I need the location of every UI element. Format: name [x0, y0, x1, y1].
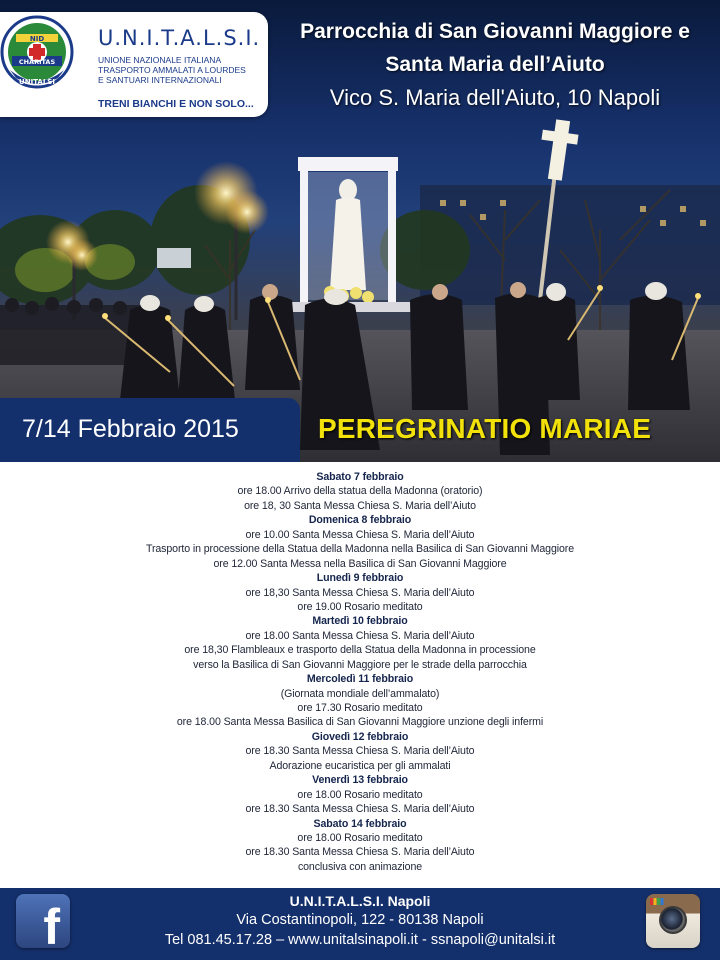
schedule-entry: ore 18.30 Santa Messa Chiesa S. Maria dell’Aiuto	[245, 803, 475, 816]
schedule-entry: conclusiva con animazione	[297, 860, 423, 873]
parish-name-line-1: Parrocchia di San Giovanni Maggiore e	[300, 20, 690, 43]
logo-subtitle-line-2: TRASPORTO AMMALATI A LOURDES	[98, 65, 246, 75]
schedule-entry: ore 10.00 Santa Messa Chiesa S. Maria dell’Aiuto	[245, 528, 475, 541]
date-band	[0, 398, 300, 462]
footer-organization: U.N.I.T.A.L.S.I. Napoli	[289, 893, 431, 909]
hero-photo	[0, 0, 720, 462]
schedule-entry: ore 18.30 Santa Messa Chiesa S. Maria dell’Aiuto	[245, 846, 475, 859]
parish-name-line-2: Santa Maria dell’Aiuto	[385, 53, 605, 76]
schedule-entry: ore 18.00 Santa Messa Basilica di San Giovanni Maggiore unzione degli infermi	[176, 716, 544, 729]
instagram-icon[interactable]	[646, 894, 700, 948]
logo-subtitle-line-3: E SANTUARI INTERNAZIONALI	[98, 75, 222, 85]
unitalsi-logo-card	[0, 12, 268, 117]
schedule-entry: Adorazione eucaristica per gli ammalati	[269, 759, 451, 772]
logo-tagline: TRENI BIANCHI E NON SOLO...	[98, 98, 254, 110]
event-dates: 7/14 Febbraio 2015	[22, 415, 239, 443]
schedule-day-heading: Sabato 7 febbraio	[316, 471, 404, 483]
emblem-top-text: NID	[29, 35, 45, 43]
schedule-day-heading: Venerdì 13 febbraio	[312, 774, 408, 787]
schedule-day-heading: Sabato 14 febbraio	[313, 817, 407, 830]
schedule-entry: ore 18.00 Rosario meditato	[297, 788, 423, 801]
schedule-entry: ore 18.30 Santa Messa Chiesa S. Maria dell’Aiuto	[245, 745, 475, 758]
schedule-entry: ore 18, 30 Santa Messa Chiesa S. Maria dell’Aiuto	[244, 499, 476, 512]
schedule-entry: ore 18,30 Flambleaux e trasporto della Statua della Madonna in processione	[184, 644, 536, 657]
schedule-entry: ore 18.00 Arrivo della statua della Madonna (oratorio)	[237, 485, 483, 498]
schedule-day-heading: Lunedì 9 febbraio	[316, 572, 404, 585]
parish-address: Vico S. Maria dell'Aiuto, 10 Napoli	[329, 85, 661, 110]
schedule-entry: Trasporto in processione della Statua della Madonna nella Basilica di San Giovanni Maggiore	[145, 543, 575, 556]
emblem-band-text: CHARITAS	[18, 58, 56, 66]
instagram-lens-icon	[659, 906, 687, 934]
schedule-entry: ore 18.00 Santa Messa Chiesa S. Maria dell’Aiuto	[245, 629, 475, 642]
schedule-entry: ore 12.00 Santa Messa nella Basilica di San Giovanni Maggiore	[213, 557, 507, 570]
footer-contact: Tel 081.45.17.28 – www.unitalsinapoli.it - ssnapoli@unitalsi.it	[164, 932, 556, 948]
schedule-day-heading: Mercoledì 11 febbraio	[306, 673, 414, 686]
schedule-day-heading: Martedì 10 febbraio	[312, 615, 408, 628]
facebook-icon[interactable]: f	[16, 894, 70, 948]
event-schedule	[0, 470, 720, 880]
emblem-bottom-text: UNITALSI	[19, 78, 55, 86]
schedule-entry: (Giornata mondiale dell’ammalato)	[280, 687, 440, 700]
schedule-entry: verso la Basilica di San Giovanni Maggiore per le strade della parrocchia	[193, 658, 527, 671]
schedule-day-heading: Giovedì 12 febbraio	[311, 730, 409, 743]
schedule-entry: ore 18,30 Santa Messa Chiesa S. Maria dell’Aiuto	[245, 586, 475, 599]
event-title: PEREGRINATIO MARIAE	[318, 413, 652, 444]
logo-subtitle-line-1: UNIONE NAZIONALE ITALIANA	[98, 55, 222, 65]
footer-address: Via Costantinopoli, 122 - 80138 Napoli	[236, 912, 484, 928]
instagram-stripes-icon	[650, 898, 664, 905]
schedule-day-heading: Domenica 8 febbraio	[308, 514, 412, 527]
schedule-entry: ore 19.00 Rosario meditato	[297, 600, 423, 613]
footer	[0, 888, 720, 960]
unitalsi-emblem-icon	[0, 12, 74, 92]
schedule-entry: ore 18.00 Rosario meditato	[297, 831, 423, 844]
schedule-entry: ore 17.30 Rosario meditato	[297, 702, 423, 714]
logo-title: U.N.I.T.A.L.S.I.	[98, 26, 261, 50]
